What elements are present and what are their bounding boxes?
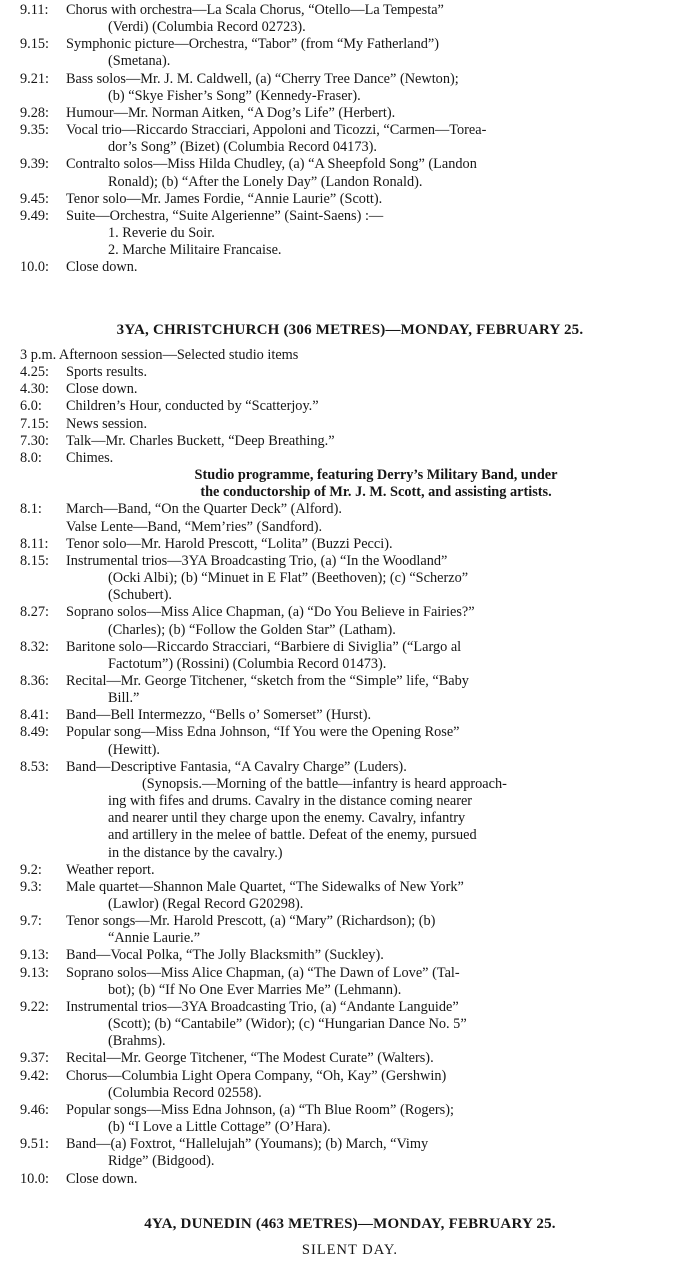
entry-text-continued: Bill.” — [108, 690, 140, 707]
entry-time: 9.11: — [20, 2, 49, 18]
programme-entry — [20, 913, 694, 947]
cavalry-synopsis — [20, 776, 694, 862]
synopsis-line: (Synopsis.—Morning of the battle—infantry is heard approach- — [142, 775, 507, 792]
programme-entry — [20, 1068, 694, 1102]
entry-time: 9.35: — [20, 122, 49, 139]
programme-2ya-continued — [0, 2, 700, 277]
programme-entry — [20, 707, 694, 724]
entry-time: 8.49: — [20, 724, 49, 741]
entry-text: Chorus—Columbia Light Opera Company, “Oh, Kay” (Gershwin) — [66, 1067, 447, 1084]
entry-text-continued: (Scott); (b) “Cantabile” (Widor); (c) “Hungarian Dance No. 5” — [108, 1016, 467, 1033]
entry-text-continued: (Charles); (b) “Follow the Golden Star” (Latham). — [108, 621, 396, 638]
entry-text-continued: (Brahms). — [108, 1033, 166, 1050]
entry-time: 8.32: — [20, 638, 49, 655]
entry-text-continued: (Columbia Record 02558). — [108, 1084, 262, 1101]
entry-time: 8.53: — [20, 758, 49, 775]
entry-text: Sports results. — [66, 364, 148, 381]
entry-text: Recital—Mr. George Titchener, “sketch from the “Simple” life, “Baby — [66, 672, 469, 689]
entry-text: Contralto solos—Miss Hilda Chudley, (a) “A Sheepfold Song” (Landon — [66, 156, 477, 173]
entry-text: Band—Descriptive Fantasia, “A Cavalry Charge” (Luders). — [66, 758, 407, 775]
entry-text: Band—Vocal Polka, “The Jolly Blacksmith” (Suckley). — [66, 947, 384, 964]
programme-entry — [20, 105, 694, 122]
entry-text: Band—(a) Foxtrot, “Hallelujah” (Youmans); (b) March, “Vimy — [66, 1136, 429, 1153]
entry-time: 4.25: — [20, 364, 49, 381]
programme-entry — [20, 673, 694, 707]
entry-time: 9.42: — [20, 1067, 49, 1084]
entry-text: Close down. — [66, 1170, 138, 1187]
entry-text: Talk—Mr. Charles Buckett, “Deep Breathing.” — [66, 432, 335, 449]
programme-entry — [20, 433, 694, 450]
programme-entry — [20, 191, 694, 208]
entry-time: 8.41: — [20, 707, 49, 724]
entry-time: 9.39: — [20, 156, 49, 173]
programme-entry — [20, 2, 694, 36]
studio-title-line: Studio programme, featuring Derry’s Military Band, under — [194, 467, 558, 484]
entry-time: 9.37: — [20, 1050, 49, 1067]
programme-entry — [20, 879, 694, 913]
entry-text: Recital—Mr. George Titchener, “The Modest Curate” (Walters). — [66, 1050, 434, 1067]
entry-text: Soprano solos—Miss Alice Chapman, (a) “The Dawn of Love” (Tal- — [66, 964, 460, 981]
entry-text-continued: 1. Reverie du Soir. — [108, 225, 215, 242]
entry-time: 9.51: — [20, 1136, 49, 1153]
section-heading-4ya: 4YA, DUNEDIN (463 METRES)—MONDAY, FEBRUARY 25. — [144, 1216, 556, 1232]
programme-entry — [20, 208, 694, 259]
afternoon-session: 3 p.m. Afternoon session—Selected studio items — [20, 347, 299, 363]
studio-programme-title — [20, 467, 666, 501]
programme-entry — [20, 122, 694, 156]
programme-entry — [20, 71, 694, 105]
programme-entry — [20, 1171, 694, 1188]
entry-text-continued: dor’s Song” (Bizet) (Columbia Record 04173). — [108, 139, 377, 156]
entry-text: March—Band, “On the Quarter Deck” (Alford). — [66, 501, 342, 518]
programme-entry — [20, 862, 694, 879]
entry-time: 7.15: — [20, 415, 49, 432]
entry-text: Band—Bell Intermezzo, “Bells o’ Somerset” (Hurst). — [66, 707, 372, 724]
entry-text-continued: (Schubert). — [108, 587, 172, 604]
entry-time: 9.13: — [20, 947, 49, 964]
entry-text: Children’s Hour, conducted by “Scatterjoy.” — [66, 398, 319, 415]
programme-entry — [20, 759, 694, 776]
entry-text: Humour—Mr. Norman Aitken, “A Dog’s Life” (Herbert). — [66, 104, 396, 121]
entry-text: Weather report. — [66, 861, 155, 878]
entry-text-continued: bot); (b) “If No One Ever Marries Me” (Lehmann). — [108, 981, 402, 998]
programme-entry — [20, 36, 694, 70]
entry-time: 9.7: — [20, 913, 42, 930]
entry-text: Baritone solo—Riccardo Stracciari, “Barbiere di Siviglia” (“Largo al — [66, 638, 462, 655]
entry-text-continued: (Ocki Albi); (b) “Minuet in E Flat” (Beethoven); (c) “Scherzo” — [108, 570, 469, 587]
section-heading-3ya: 3YA, CHRISTCHURCH (306 METRES)—MONDAY, FEBRUARY 25. — [116, 322, 584, 338]
entry-text-continued: (Hewitt). — [108, 741, 161, 758]
entry-text-continued: (b) “I Love a Little Cottage” (O’Hara). — [108, 1119, 331, 1136]
entry-time: 9.49: — [20, 207, 49, 224]
entry-time: 9.2: — [20, 861, 42, 878]
programme-entry — [20, 156, 694, 190]
entry-time: 9.22: — [20, 998, 49, 1015]
entry-text: Tenor solo—Mr. James Fordie, “Annie Laurie” (Scott). — [66, 190, 383, 207]
programme-3ya — [0, 347, 700, 1188]
programme-entry — [20, 947, 694, 964]
programme-entry — [20, 501, 694, 535]
entry-text: Vocal trio—Riccardo Stracciari, Appoloni and Ticozzi, “Carmen—Torea- — [66, 122, 487, 139]
entry-text-continued: (Lawlor) (Regal Record G20298). — [108, 896, 304, 912]
programme-entry — [20, 450, 694, 467]
studio-title-line: the conductorship of Mr. J. M. Scott, and assisting artists. — [200, 484, 552, 501]
programme-entry — [20, 381, 694, 398]
synopsis-line: and artillery in the melee of battle. Defeat of the enemy, pursued — [108, 827, 477, 844]
programme-entry — [20, 398, 694, 415]
entry-text-continued: (b) “Skye Fisher’s Song” (Kennedy-Fraser). — [108, 87, 361, 104]
entry-time: 8.0: — [20, 449, 42, 466]
entry-text: Soprano solos—Miss Alice Chapman, (a) “Do You Believe in Fairies?” — [66, 604, 475, 621]
synopsis-line: ing with fifes and drums. Cavalry in the distance coming nearer — [108, 793, 473, 810]
entry-time: 8.36: — [20, 672, 49, 689]
entry-text: Symphonic picture—Orchestra, “Tabor” (from “My Fatherland”) — [66, 36, 439, 53]
entry-text: Bass solos—Mr. J. M. Caldwell, (a) “Cherry Tree Dance” (Newton); — [66, 70, 459, 87]
entry-text-continued: (Smetana). — [108, 53, 171, 70]
entry-time: 10.0: — [20, 1170, 49, 1187]
entry-text-continued: Factotum”) (Rossini) (Columbia Record 01473). — [108, 655, 387, 672]
programme-entry — [20, 1050, 694, 1067]
programme-entry — [20, 1102, 694, 1136]
entry-text: Instrumental trios—3YA Broadcasting Trio, (a) “In the Woodland” — [66, 552, 448, 569]
entry-text: Close down. — [66, 259, 138, 276]
entry-text-continued: “Annie Laurie.” — [108, 930, 201, 947]
programme-entry — [20, 536, 694, 553]
entry-time: 9.3: — [20, 878, 42, 895]
programme-entry — [20, 604, 694, 638]
entry-time: 4.30: — [20, 381, 49, 398]
entry-text: Close down. — [66, 381, 138, 398]
programme-entry — [20, 999, 694, 1050]
entry-text: Popular songs—Miss Edna Johnson, (a) “Th Blue Room” (Rogers); — [66, 1101, 454, 1118]
entry-time: 9.13: — [20, 964, 49, 981]
entry-text-continued: 2. Marche Militaire Francaise. — [108, 242, 282, 259]
synopsis-line: in the distance by the cavalry.) — [108, 844, 283, 861]
programme-entry — [20, 259, 694, 276]
silent-day-notice: SILENT DAY. — [301, 1242, 399, 1258]
entry-text: Suite—Orchestra, “Suite Algerienne” (Saint-Saens) :— — [66, 207, 384, 224]
entry-text-continued: Ronald); (b) “After the Lonely Day” (Landon Ronald). — [108, 173, 423, 190]
entry-text: Chorus with orchestra—La Scala Chorus, “Otello—La Tempesta” — [66, 2, 444, 18]
synopsis-line: and nearer until they charge upon the enemy. Cavalry, infantry — [108, 810, 466, 827]
entry-text: Tenor songs—Mr. Harold Prescott, (a) “Mary” (Richardson); (b) — [66, 913, 436, 930]
programme-entry — [20, 639, 694, 673]
programme-entry — [20, 364, 694, 381]
entry-time: 9.28: — [20, 104, 49, 121]
entry-text-continued: (Verdi) (Columbia Record 02723). — [108, 19, 306, 36]
entry-text: Tenor solo—Mr. Harold Prescott, “Lolita” (Buzzi Pecci). — [66, 535, 393, 552]
entry-time: 10.0: — [20, 259, 49, 276]
entry-text: News session. — [66, 415, 148, 432]
entry-text-continued: Valse Lente—Band, “Mem’ries” (Sandford). — [66, 518, 323, 535]
entry-time: 9.21: — [20, 70, 49, 87]
entry-time: 6.0: — [20, 398, 42, 415]
entry-text: Chimes. — [66, 449, 114, 466]
entry-time: 9.46: — [20, 1101, 49, 1118]
entry-time: 8.11: — [20, 535, 49, 552]
entry-time: 8.27: — [20, 604, 49, 621]
programme-entry — [20, 416, 694, 433]
programme-entry — [20, 965, 694, 999]
programme-entry — [20, 553, 694, 604]
entry-text: Male quartet—Shannon Male Quartet, “The Sidewalks of New York” — [66, 878, 464, 895]
entry-text-continued: Ridge” (Bidgood). — [108, 1153, 215, 1170]
programme-entry — [20, 724, 694, 758]
entry-time: 9.15: — [20, 36, 49, 53]
entry-time: 8.15: — [20, 552, 49, 569]
programme-entry — [20, 1136, 694, 1170]
entry-time: 9.45: — [20, 190, 49, 207]
entry-time: 8.1: — [20, 501, 42, 518]
entry-text: Instrumental trios—3YA Broadcasting Trio, (a) “Andante Languide” — [66, 998, 459, 1015]
entry-text: Popular song—Miss Edna Johnson, “If You were the Opening Rose” — [66, 724, 460, 741]
entry-time: 7.30: — [20, 432, 49, 449]
